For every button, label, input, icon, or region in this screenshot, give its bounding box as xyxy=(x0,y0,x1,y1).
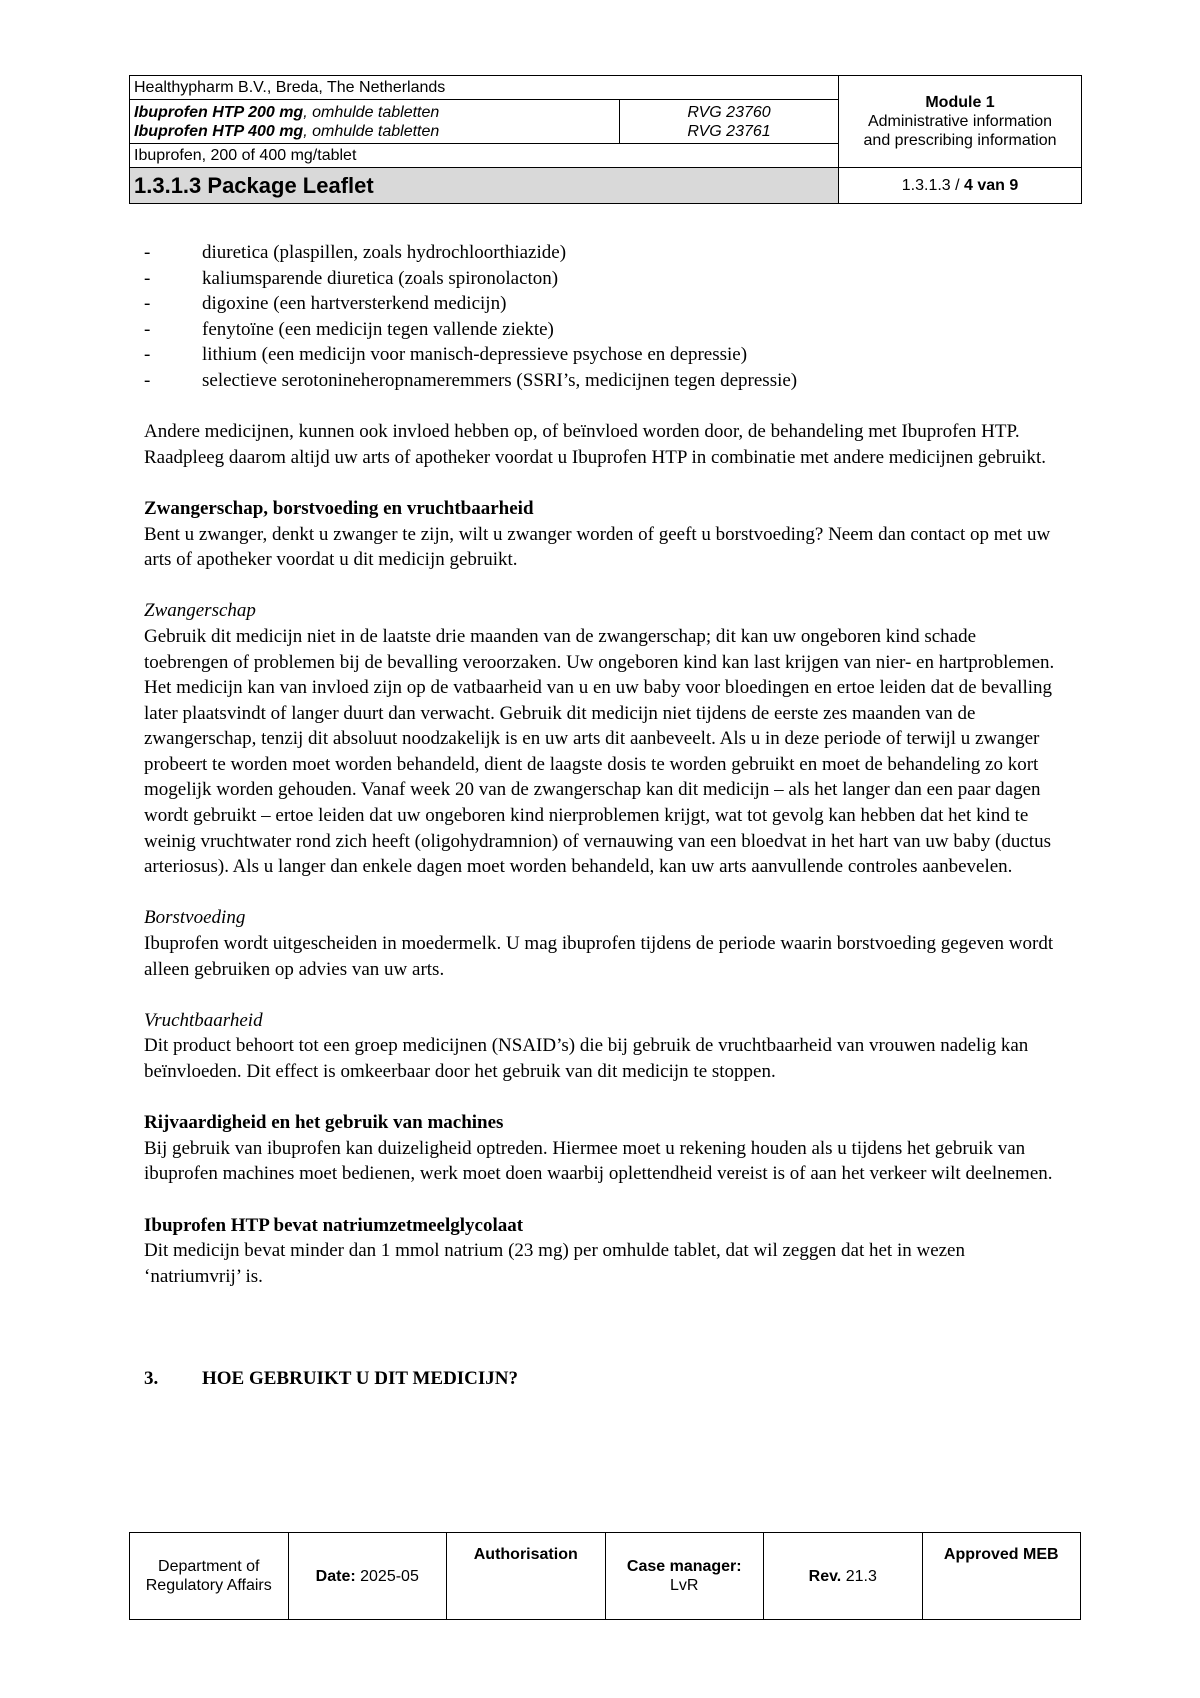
module-info xyxy=(839,76,1082,168)
date: Date: 2025-05 xyxy=(288,1533,447,1620)
module-title: Module 1 xyxy=(925,94,995,111)
chapter-title: HOE GEBRUIKT U DIT MEDICIJN? xyxy=(202,1368,519,1390)
active-ingredient: Ibuprofen, 200 of 400 mg/tablet xyxy=(130,144,839,168)
list-item: - diuretica (plaspillen, zoals hydrochloorthiazide) xyxy=(144,242,567,263)
interaction-list xyxy=(144,240,1064,394)
other-medicines-paragraph: Andere medicijnen, kunnen ook invloed hebben op, of beïnvloed worden door, de behandeling met Ibuprofen HTP. Raadpleeg daarom altijd uw arts of apotheker voordat u Ibuprofen HTP in combinatie met andere medicijnen gebruikt. xyxy=(144,421,1047,468)
leaflet-content xyxy=(144,240,1064,1392)
document-header xyxy=(129,75,1082,204)
chapter-number: 3. xyxy=(144,1368,159,1390)
company-name: Healthypharm B.V., Breda, The Netherlands xyxy=(130,76,839,100)
list-item: - fenytoïne (een medicijn tegen vallende ziekte) xyxy=(144,318,554,340)
rvg-number: RVG 23761 xyxy=(687,122,771,140)
module-line-2: and prescribing information xyxy=(863,132,1057,149)
department: Department of Regulatory Affairs xyxy=(130,1533,289,1620)
sodium-paragraph: Dit medicijn bevat minder dan 1 mmol natrium (23 mg) per omhulde tablet, dat wil zeggen dat het in wezen ‘natriumvrij’ is. xyxy=(144,1240,965,1287)
pregnancy-intro: Bent u zwanger, denkt u zwanger te zijn, wilt u zwanger worden of geeft u borstvoeding? Neem dan contact op met uw arts of apotheker voordat u dit medicijn gebruikt. xyxy=(144,523,1051,571)
list-item: - lithium (een medicijn voor manisch-depressieve psychose en depressie) xyxy=(144,344,748,366)
rvg-numbers xyxy=(620,100,839,144)
list-item: - selectieve serotonineheropnameremmers (SSRI’s, medicijnen tegen depressie) xyxy=(144,369,798,391)
revision: Rev. 21.3 xyxy=(764,1533,923,1620)
sodium-heading: Ibuprofen HTP bevat natriumzetmeelglycolaat xyxy=(144,1214,524,1236)
zwangerschap-paragraph: Gebruik dit medicijn niet in de laatste drie maanden van de zwangerschap; dit kan uw ongeboren kind schade toebrengen of problemen bij de bevalling veroorzaken. Uw ongeboren kind kan last krijgen van nier- en hartproblemen. Het medicijn kan van invloed zijn op de vatbaarheid van u en uw baby voor bloedingen en ertoe leiden dat de bevalling later plaatsvindt of langer duurt dan verwacht. Gebruik dit medicijn niet tijdens de eerste zes maanden van de zwangerschap, tenzij dit absoluut noodzakelijk is en uw arts dit aanbeveelt. Als u in deze periode of terwijl u zwanger probeert te worden moet worden behandeld, dient de laagste dosis te worden gebruikt en moet de behandeling zo kort mogelijk worden gehouden. Vanaf week 20 van de zwangerschap kan dit medicijn – als het langer dan een paar dagen wordt gebruikt – ertoe leiden dat uw ongeboren kind nierproblemen krijgt, wat tot gevolg kan hebben dat het kind te weinig vruchtwater rond zich heeft (oligohydramnion) of vernauwing van een bloedvat in het hart van uw baby (ductus arteriosus). Als u langer dan enkele dagen moet worden behandeld, kan uw arts aanvullende controles aanbevelen. xyxy=(144,625,1055,878)
zwangerschap-heading: Zwangerschap xyxy=(144,600,256,622)
driving-heading: Rijvaardigheid en het gebruik van machines xyxy=(144,1112,504,1134)
borstvoeding-heading: Borstvoeding xyxy=(144,907,246,929)
authorisation: Authorisation xyxy=(447,1533,606,1620)
page-number: 1.3.1.3 / 4 van 9 xyxy=(839,168,1082,204)
rvg-number: RVG 23760 xyxy=(687,103,771,121)
document-footer xyxy=(129,1532,1081,1620)
list-item: - digoxine (een hartversterkend medicijn) xyxy=(144,293,507,315)
case-manager: Case manager: LvR xyxy=(605,1533,764,1620)
section-title: 1.3.1.3 Package Leaflet xyxy=(130,168,839,204)
module-line-1: Administrative information xyxy=(867,113,1053,130)
list-item: - kaliumsparende diuretica (zoals spironolacton) xyxy=(144,267,559,289)
borstvoeding-paragraph: Ibuprofen wordt uitgescheiden in moedermelk. U mag ibuprofen tijdens de periode waarin borstvoeding gegeven wordt alleen gebruiken op advies van uw arts. xyxy=(144,933,1054,980)
chapter-heading xyxy=(144,1366,1064,1392)
vruchtbaarheid-paragraph: Dit product behoort tot een groep medicijnen (NSAID’s) die bij gebruik de vruchtbaarheid van vrouwen nadelig kan beïnvloeden. Dit effect is omkeerbaar door het gebruik van dit medicijn te stoppen. xyxy=(144,1035,1029,1082)
product-names xyxy=(130,100,620,144)
approval: Approved MEB xyxy=(922,1533,1081,1620)
product-line: Ibuprofen HTP 400 mg, omhulde tabletten xyxy=(134,122,440,140)
vruchtbaarheid-heading: Vruchtbaarheid xyxy=(144,1009,263,1031)
product-line: Ibuprofen HTP 200 mg, omhulde tabletten xyxy=(134,103,440,121)
pregnancy-heading: Zwangerschap, borstvoeding en vruchtbaarheid xyxy=(144,497,534,519)
driving-paragraph: Bij gebruik van ibuprofen kan duizeligheid optreden. Hiermee moet u rekening houden als u tijdens het gebruik van ibuprofen machines moet bedienen, werk moet doen waarbij oplettendheid vereist is of aan het verkeer wilt deelnemen. xyxy=(144,1137,1053,1185)
